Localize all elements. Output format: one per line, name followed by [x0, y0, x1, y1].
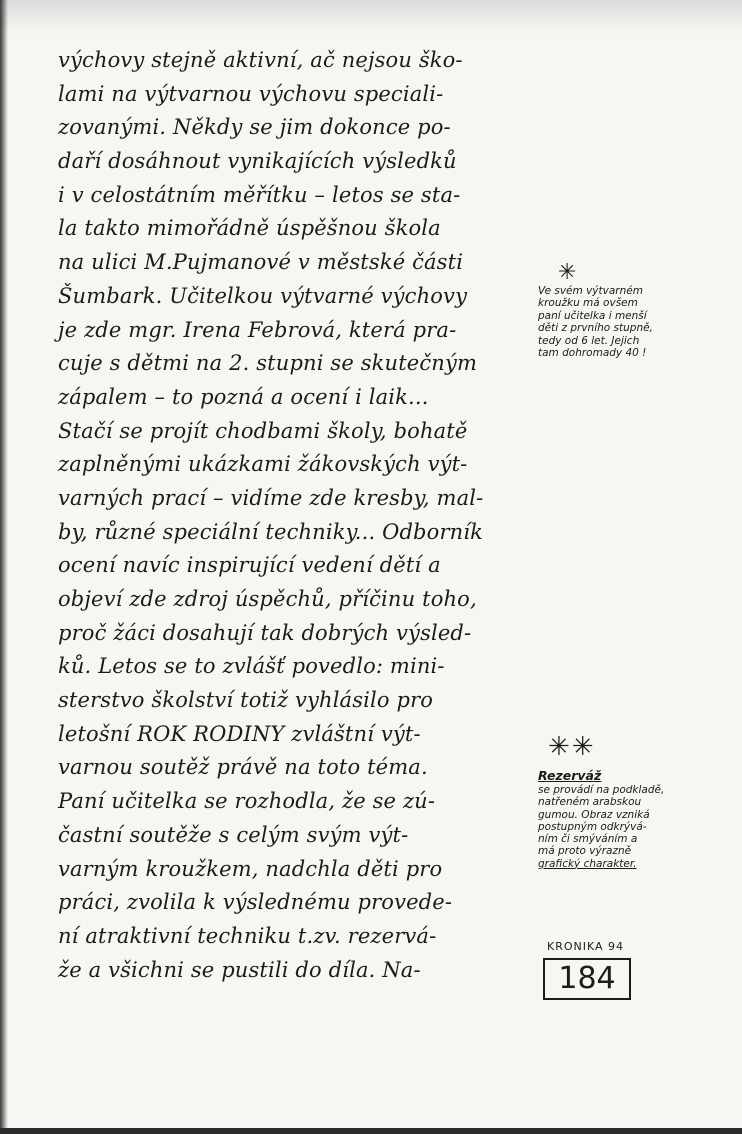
- text-line: Paní učitelka se rozhodla, že se zú-: [58, 789, 436, 814]
- text-line: práci, zvolila k výslednému provede-: [58, 890, 453, 915]
- note-line: gumou. Obraz vzniká: [538, 808, 650, 821]
- text-line: Šumbark. Učitelkou výtvarné výchovy: [58, 283, 468, 308]
- text-line: varných prací – vidíme zde kresby, mal-: [58, 485, 484, 510]
- scan-left-edge: [0, 0, 8, 1134]
- text-line: na ulici M.Pujmanové v městské části: [58, 250, 464, 275]
- text-line: varným kroužkem, nadchla děti pro: [58, 856, 443, 881]
- text-line: la takto mimořádně úspěšnou škola: [58, 216, 441, 241]
- note-line: natřeném arabskou: [538, 796, 642, 809]
- double-asterisk-icon: ✳✳: [548, 732, 596, 762]
- note-line: grafický charakter.: [538, 857, 637, 870]
- note-line: tedy od 6 let. Jejich: [538, 334, 640, 347]
- text-line: sterstvo školství totiž vyhlásilo pro: [58, 688, 434, 713]
- text-line: zaplněnými ukázkami žákovských výt-: [58, 452, 468, 477]
- note-line: ním či smýváním a: [538, 833, 638, 846]
- note-line: kroužku má ovšem: [538, 297, 638, 310]
- note-line: se provádí na podkladě,: [538, 784, 665, 796]
- text-line: je zde mgr. Irena Febrová, která pra-: [58, 317, 457, 342]
- text-line: zápalem – to pozná a ocení i laik...: [58, 384, 429, 409]
- text-line: i v celostátním měřítku – letos se sta-: [58, 182, 461, 207]
- text-line: daří dosáhnout vynikajících výsledků: [58, 149, 457, 174]
- asterisk-icon: ✳: [558, 260, 577, 285]
- text-line: proč žáci dosahují tak dobrých výsled-: [58, 620, 472, 645]
- text-line: objeví zde zdroj úspěchů, příčinu toho,: [58, 587, 477, 611]
- text-line: varnou soutěž právě na toto téma.: [58, 755, 428, 780]
- note-line: má proto výrazně: [538, 845, 632, 858]
- note-line: tam dohromady 40 !: [538, 347, 647, 360]
- text-line: by, různé speciální techniky... Odborník: [58, 519, 484, 544]
- text-line: lami na výtvarnou výchovu speciali-: [58, 81, 444, 106]
- note-line: paní učitelka i menší: [538, 309, 647, 322]
- note-line: Ve svém výtvarném: [538, 285, 643, 297]
- text-line: zovanými. Někdy se jim dokonce po-: [58, 115, 451, 140]
- text-line: letošní ROK RODINY zvláštní výt-: [58, 721, 421, 746]
- scan-bottom-edge: [0, 1128, 742, 1134]
- text-line: ocení navíc inspirující vedení dětí a: [58, 553, 441, 578]
- text-line: častní soutěže s celým svým výt-: [58, 822, 409, 847]
- text-line: výchovy stejně aktivní, ač nejsou ško-: [58, 48, 463, 72]
- text-line: cuje s dětmi na 2. stupni se skutečným: [58, 351, 478, 376]
- text-line: ní atraktivní techniku t.zv. rezervá-: [58, 923, 437, 948]
- note-heading: Rezerváž: [538, 768, 602, 783]
- text-line: Stačí se projít chodbami školy, bohatě: [58, 418, 468, 443]
- text-line: ků. Letos se to zvlášť povedlo: mini-: [58, 654, 445, 679]
- chronicle-label: KRONIKA 94: [547, 940, 625, 953]
- main-handwritten-text: [58, 44, 533, 987]
- margin-note-1: [538, 261, 738, 359]
- scan-top-shadow: [0, 0, 742, 34]
- margin-note-2: [538, 732, 738, 870]
- note-line: postupným odkrývá-: [538, 820, 647, 833]
- text-line: že a všichni se pustili do díla. Na-: [58, 957, 421, 982]
- page-number: 184: [543, 958, 631, 1000]
- note-line: děti z prvního stupně,: [538, 322, 653, 335]
